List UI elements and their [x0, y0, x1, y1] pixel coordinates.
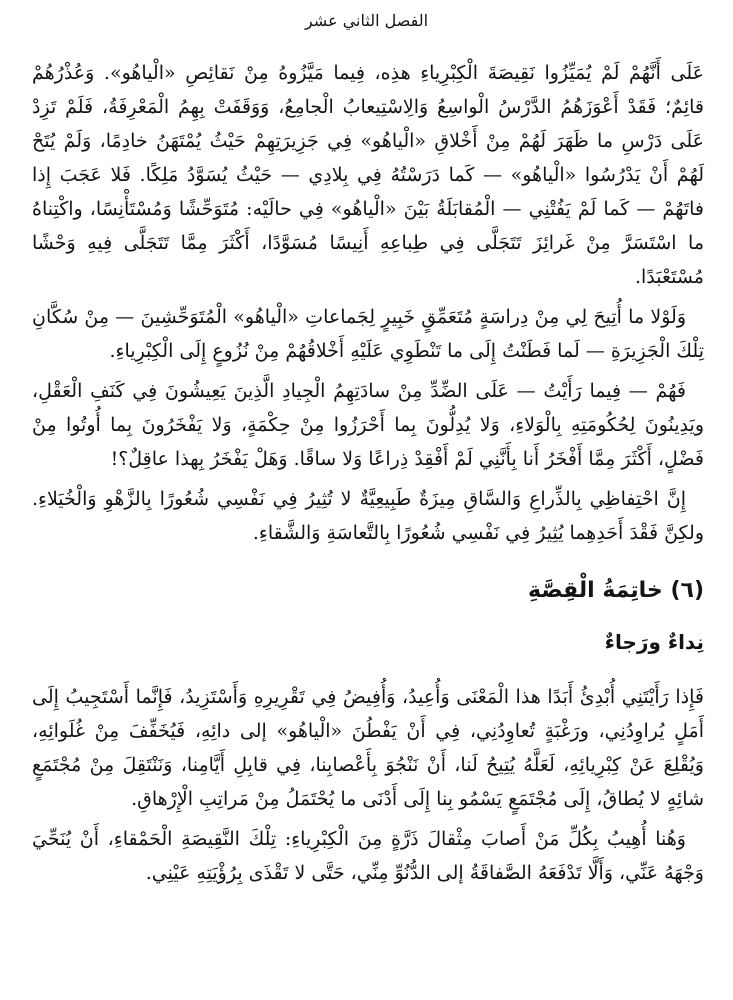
- paragraph: عَلَى أَنَّهُمْ لَمْ يُمَيِّزُوا نَقِيصَةَ الْكِبْرِياءِ هذِه، فِيما مَيَّزُوهُ مِنْ نَقائِصِ «الْياهُو». وَعُذْرُهُمْ قائِمٌ؛ فَقَدْ أَعْوَزَهُمُ الدَّرْسُ الْواسِعُ وَالِاسْتِيعابُ الْجامِعُ، وَوَقَفَتْ بِهِمُ الْمَعْرِفَةُ، فَلَمْ تَزِدْ عَلَى دَرْسِ ما ظَهَرَ لَهُمْ مِنْ أَخْلاقِ «الْياهُو» فِي جَزِيرَتِهِمْ حَيْثُ يُمْتَهَنُ خادِمًا، وَلَمْ يُتَحْ لَهُمْ أَنْ يَدْرُسُوا «الْياهُو» — كَما دَرَسْتُهُ فِي بِلادِي — حَيْثُ يُسَوَّدُ مَلِكًا. فَلا عَجَبَ إِذا فاتَهُمْ — كَما لَمْ يَفُتْنِي — الْمُقابَلَةُ بَيْنَ «الْياهُو» فِي حالَيْه: مُتَوَحِّشًا وَمُسْتَأْنِسًا، واكْتِناهُ ما اسْتَسَرَّ مِنْ غَرائِزَ تَتَجَلَّى فِي طِباعِهِ أَنِيسًا مُسَوَّدًا، أَكْثَرَ مِمَّا تَتَجَلَّى فِيهِ وَحْشًا مُسْتَعْبَدًا.: [32, 62, 704, 288]
- paragraph: فَهُمْ — فِيما رَأَيْتُ — عَلَى الضِّدِّ مِنْ سادَتِهِمُ الْجِيادِ الَّذِينَ يَعِيشُونَ فِي كَنَفِ الْعَقْلِ، ويَدِينُونَ لِحُكُومَتِهِ بِالْوَلاءِ، وَلا يُدِلُّونَ بِما أَحْرَزُوا مِنْ حِكْمَةٍ، وَلا يَفْخَرُونَ بِما أُوتُوا مِنْ فَضْلٍ، أَكْثَرَ مِمَّا أَفْخَرُ أَنا بِأَنَّنِي لَمْ أَفْقِدْ ذِراعًا وَلا ساقًا. وَهَلْ يَفْخَرُ بِهذا عاقِلٌ؟!: [32, 380, 704, 470]
- paragraph: فَإِذا رَأَيْتَنِي أُبْدِئُ أَبَدًا هذا الْمَعْنَى وَأُعِيدُ، وَأُفِيضُ فِي تَقْرِيرِهِ وَأَسْتَزِيدُ، فَإِنَّما أَسْتَجِيبُ إِلَى أَمَلٍ يُراوِدُنِي، ورَغْبَةٍ تُعاوِدُنِي، فِي أَنْ يَفْطُنَ «الْياهُو» إلى دائِهِ، فَيُخَفِّفَ مِنْ غُلَوائِهِ، وَيُقْلِعَ عَنْ كِبْرِيائِهِ، لَعَلَّهُ يُتِيحُ لَنا، أَنْ نَنْجُوَ بِأَعْصابِنا، فِي قابِلِ أَيَّامِنا، وَنَنْتَقِلَ مِنْ مُجْتَمَعٍ شائِهٍ لا يُطاقُ، إِلَى مُجْتَمَعٍ يَسْمُو بِنا إِلَى أَدْنَى ما يُحْتَمَلُ مِنْ مَراتِبِ الْإِرْهاقِ.: [32, 686, 704, 810]
- section-title: (٦) خاتِمَةُ الْقِصَّةِ: [528, 578, 704, 603]
- paragraph: وَلَوْلا ما أُتِيحَ لِي مِنْ دِراسَةٍ مُتَعَمِّقٍ خَبِيرٍ لِجَماعاتِ «الْياهُو» الْمُتَوَحِّشِينَ — مِنْ سُكَّانِ تِلْكَ الْجَزِيرَةِ — لَما فَطَنْتُ إِلَى ما تَنْطَوِي عَلَيْهِ أَخْلاقُهُمْ مِنْ نُزُوعٍ إِلَى الْكِبْرِياءِ.: [32, 306, 704, 362]
- running-header: الفصل الثاني عشر: [304, 11, 429, 30]
- section-subtitle: نِداءٌ ورَجاءٌ: [604, 630, 704, 654]
- paragraph: إِنَّ احْتِفاظِي بِالذِّراعِ وَالسَّاقِ مِيزَةٌ طَبِيعِيَّةٌ لا تُثِيرُ فِي نَفْسِي شُعُورًا بِالزَّهْوِ وَالْخُيَلاءِ. ولكِنَّ فَقْدَ أَحَدِهِما يُثِيرُ فِي نَفْسِي شُعُورًا بِالتَّعاسَةِ وَالشَّقاءِ.: [32, 488, 704, 544]
- paragraph: وَهُنا أُهِيبُ بِكُلِّ مَنْ أَصابَ مِثْقالَ ذَرَّةٍ مِنَ الْكِبْرِياءِ: تِلْكَ النَّقِيصَةِ الْحَمْقاءِ، أَنْ يُنَحِّيَ وَجْهَهُ عَنِّي، وَأَلَّا تَدْفَعَهُ الصَّفاقَةُ إلى الدُّنُوِّ مِنِّي، حَتَّى لا تَقْذَى بِرُؤْيَتِهِ عَيْنِي.: [32, 828, 704, 884]
- page-body: [32, 56, 704, 896]
